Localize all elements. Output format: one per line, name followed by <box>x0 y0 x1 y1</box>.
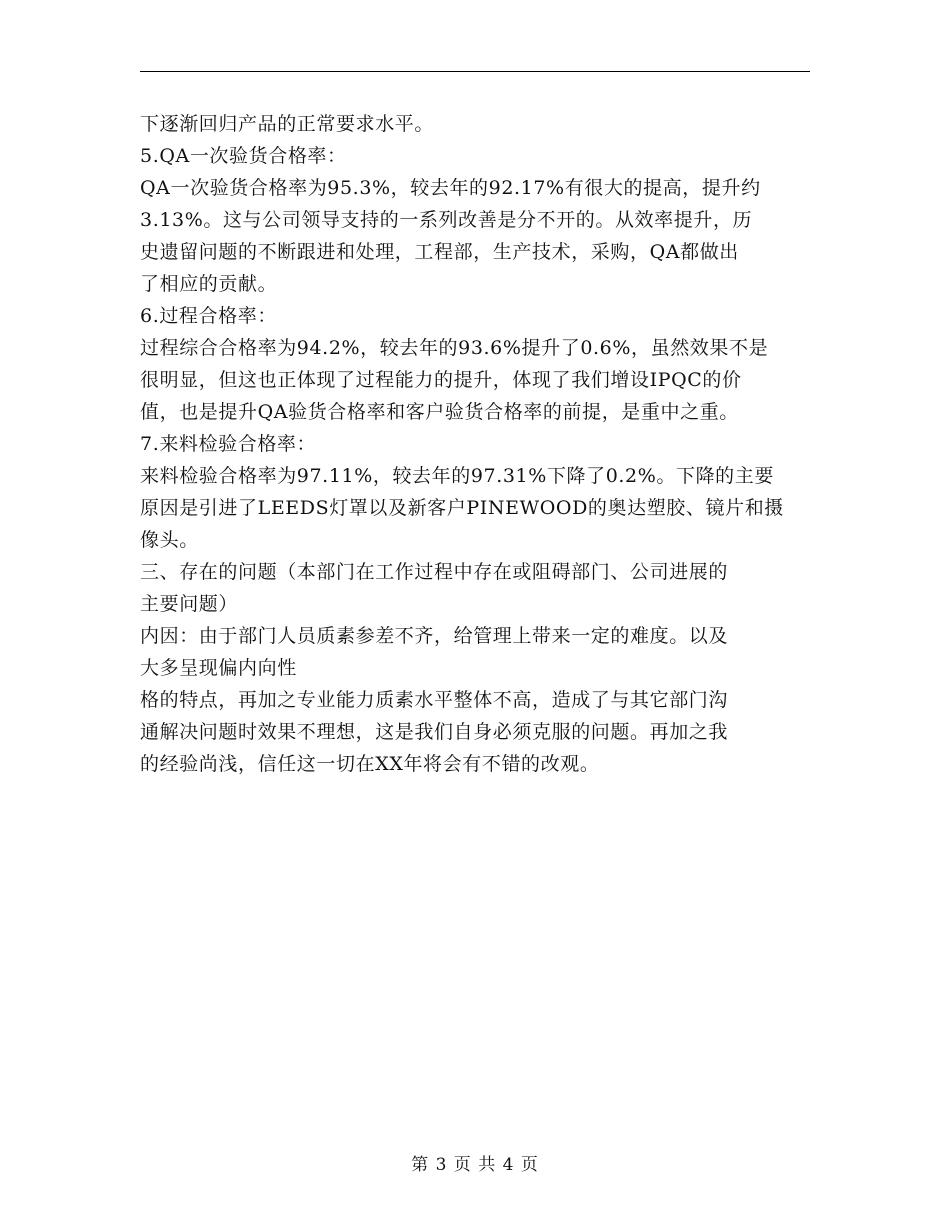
text-line: 大多呈现偏内向性 <box>140 657 297 679</box>
text-line: 原因是引进了LEEDS灯罩以及新客户PINEWOOD的奥达塑胶、镜片和摄 <box>140 497 784 519</box>
text-line: 史遗留问题的不断跟进和处理，工程部，生产技术，采购，QA都做出 <box>140 241 739 263</box>
text-line: 内因：由于部门人员质素参差不齐，给管理上带来一定的难度。以及 <box>140 625 729 647</box>
text-line: 像头。 <box>140 529 199 551</box>
text-line: QA一次验货合格率为95.3%，较去年的92.17%有很大的提高，提升约 <box>140 177 761 199</box>
text-line: 下逐渐回归产品的正常要求水平。 <box>140 113 435 135</box>
section-heading-incoming-inspection: 7.来料检验合格率： <box>140 433 317 455</box>
header-divider <box>140 71 810 72</box>
text-line: 的经验尚浅，信任这一切在XX年将会有不错的改观。 <box>140 753 600 775</box>
section-heading-qa-pass-rate: 5.QA一次验货合格率： <box>140 145 347 167</box>
text-line: 格的特点，再加之专业能力质素水平整体不高，造成了与其它部门沟 <box>140 689 729 711</box>
section-heading-existing-problems: 三、存在的问题（本部门在工作过程中存在或阻碍部门、公司进展的 <box>140 561 729 583</box>
section-heading-process-pass-rate: 6.过程合格率： <box>140 305 277 327</box>
document-body <box>140 108 815 780</box>
page-number-footer: 第 3 页 共 4 页 <box>411 1155 539 1175</box>
text-line: 通解决问题时效果不理想，这是我们自身必须克服的问题。再加之我 <box>140 721 729 743</box>
text-line: 过程综合合格率为94.2%，较去年的93.6%提升了0.6%，虽然效果不是 <box>140 337 769 359</box>
text-line: 3.13%。这与公司领导支持的一系列改善是分不开的。从效率提升，历 <box>140 209 753 231</box>
text-line: 主要问题） <box>140 593 239 615</box>
text-line: 来料检验合格率为97.11%，较去年的97.31%下降了0.2%。下降的主要 <box>140 465 774 487</box>
text-line: 值，也是提升QA验货合格率和客户验货合格率的前提，是重中之重。 <box>140 401 739 423</box>
text-line: 了相应的贡献。 <box>140 273 278 295</box>
text-line: 很明显，但这也正体现了过程能力的提升，体现了我们增设IPQC的价 <box>140 369 742 391</box>
